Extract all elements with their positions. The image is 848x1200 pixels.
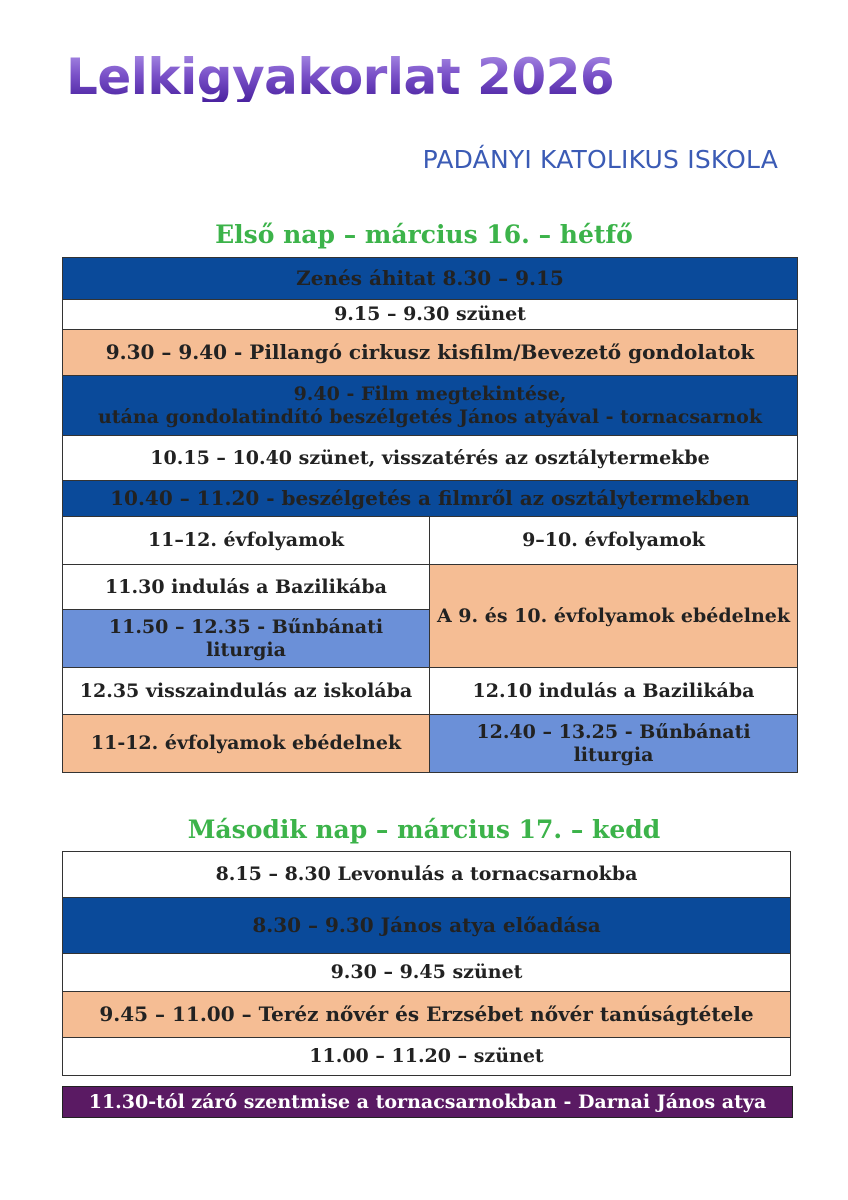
lecture-cell: 8.30 – 9.30 János atya előadása — [63, 898, 791, 954]
table-row — [63, 852, 791, 898]
break-cell: 10.15 – 10.40 szünet, visszatérés az osztálytermekbe — [63, 436, 798, 481]
lunch-11-12-cell: 11-12. évfolyamok ebédelnek — [63, 715, 430, 773]
table-row — [63, 954, 791, 992]
gym-walk-cell: 8.15 – 8.30 Levonulás a tornacsarnokba — [63, 852, 791, 898]
discussion-cell: 10.40 – 11.20 - beszélgetés a filmről az osztálytermekben — [63, 481, 798, 517]
testimony-cell: 9.45 – 11.00 – Teréz nővér és Erzsébet nővér tanúságtétele — [63, 992, 791, 1038]
table-row — [63, 898, 791, 954]
table-row — [63, 330, 798, 376]
table-row — [63, 1038, 791, 1076]
departure-basilica-9-10-cell: 12.10 indulás a Bazilikába — [430, 668, 798, 715]
table-row — [63, 715, 798, 773]
break-cell: 11.00 – 11.20 – szünet — [63, 1038, 791, 1076]
table-row — [63, 992, 791, 1038]
film-cell — [63, 376, 798, 436]
break-cell: 9.15 – 9.30 szünet — [63, 300, 798, 330]
table-row — [63, 376, 798, 436]
intro-cell: 9.30 – 9.40 - Pillangó cirkusz kisfilm/Bevezető gondolatok — [63, 330, 798, 376]
film-line-1: 9.40 - Film megtekintése, — [293, 382, 567, 405]
table-row — [63, 436, 798, 481]
school-name: PADÁNYI KATOLIKUS ISKOLA — [422, 145, 778, 174]
devotion-cell: Zenés áhitat 8.30 – 9.15 — [63, 258, 798, 300]
closing-mass-banner: 11.30-tól záró szentmise a tornacsarnokban - Darnai János atya — [62, 1086, 793, 1118]
table-row — [63, 565, 798, 610]
departure-basilica-cell: 11.30 indulás a Bazilikába — [63, 565, 430, 610]
table-row — [63, 517, 798, 565]
film-line-2: utána gondolatindító beszélgetés János atyával - tornacsarnok — [97, 405, 763, 428]
grades-11-12-header: 11–12. évfolyamok — [63, 517, 430, 565]
day2-schedule-table — [62, 851, 791, 1076]
page-title: Lelkigyakorlat 2026 — [66, 48, 615, 106]
liturgy-11-12-cell: 11.50 – 12.35 - Bűnbánati liturgia — [63, 610, 430, 668]
lunch-9-10-cell: A 9. és 10. évfolyamok ebédelnek — [430, 565, 798, 668]
table-row — [63, 668, 798, 715]
table-row — [63, 300, 798, 330]
day1-schedule-table — [62, 257, 798, 773]
table-row — [63, 481, 798, 517]
day1-heading: Első nap – március 16. – hétfő — [215, 220, 633, 249]
day2-heading: Második nap – március 17. – kedd — [187, 815, 661, 844]
grades-9-10-header: 9–10. évfolyamok — [430, 517, 798, 565]
table-row — [63, 258, 798, 300]
break-cell: 9.30 – 9.45 szünet — [63, 954, 791, 992]
return-school-cell: 12.35 visszaindulás az iskolába — [63, 668, 430, 715]
liturgy-9-10-cell: 12.40 – 13.25 - Bűnbánati liturgia — [430, 715, 798, 773]
